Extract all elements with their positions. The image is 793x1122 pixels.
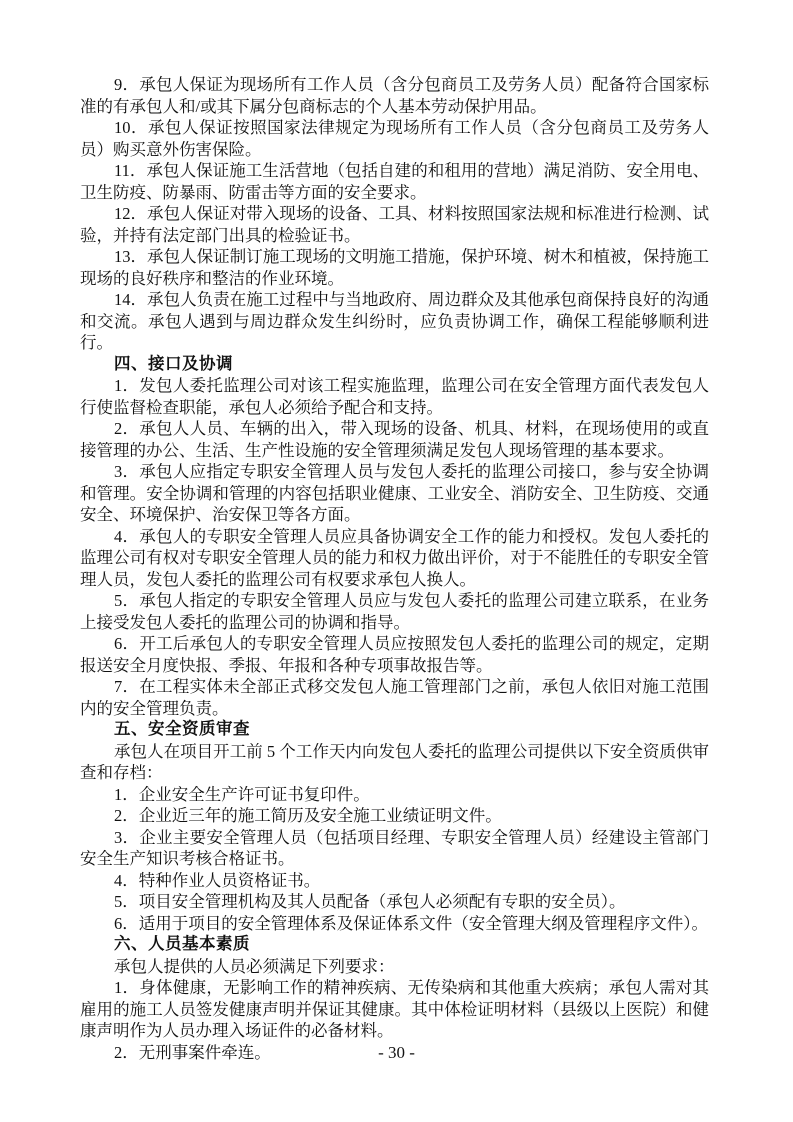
page-content (80, 74, 709, 1063)
paragraph: 14．承包人负责在施工过程中与当地政府、周边群众及其他承包商保持良好的沟通和交流。承包人遇到与周边群众发生纠纷时，应负责协调工作，确保工程能够顺利进行。 (80, 290, 709, 352)
paragraph: 6．适用于项目的安全管理体系及保证体系文件（安全管理大纲及管理程序文件）。 (114, 913, 708, 933)
section-heading-interface-coordination: 四、接口及协调 (114, 354, 233, 373)
paragraph: 2．企业近三年的施工简历及安全施工业绩证明文件。 (114, 806, 502, 825)
paragraph: 7．在工程实体未全部正式移交发包人施工管理部门之前，承包人依旧对施工范围内的安全管理负责。 (80, 677, 709, 718)
paragraph: 3．承包人应指定专职安全管理人员与发包人委托的监理公司接口，参与安全协调和管理。安全协调和管理的内容包括职业健康、工业安全、消防安全、卫生防疫、交通安全、环境保护、治安保卫等各方面。 (80, 462, 709, 524)
paragraph: 1．身体健康，无影响工作的精神疾病、无传染病和其他重大疾病；承包人需对其雇用的施工人员签发健康声明并保证其健康。其中体检证明材料（县级以上医院）和健康声明作为人员办理入场证件的必备材料。 (80, 978, 709, 1040)
paragraph: 承包人提供的人员必须满足下列要求： (114, 956, 395, 976)
paragraph: 10．承包人保证按照国家法律规定为现场所有工作人员（含分包商员工及劳务人员）购买意外伤害保险。 (80, 118, 709, 159)
paragraph: 12．承包人保证对带入现场的设备、工具、材料按照国家法规和标准进行检测、试验，并持有法定部门出具的检验证书。 (80, 204, 709, 245)
paragraph: 11．承包人保证施工生活营地（包括自建的和租用的营地）满足消防、安全用电、卫生防疫、防暴雨、防雷击等方面的安全要求。 (80, 161, 709, 202)
paragraph: 2．承包人人员、车辆的出入，带入现场的设备、机具、材料，在现场使用的或直接管理的办公、生活、生产性设施的安全管理须满足发包人现场管理的基本要求。 (80, 419, 709, 460)
paragraph: 9．承包人保证为现场所有工作人员（含分包商员工及劳务人员）配备符合国家标准的有承包人和/或其下属分包商标志的个人基本劳动保护用品。 (80, 75, 709, 116)
paragraph: 13．承包人保证制订施工现场的文明施工措施，保护环境、树木和植被，保持施工现场的良好秩序和整洁的作业环境。 (80, 247, 709, 288)
paragraph: 2．无刑事案件牵连。 (114, 1042, 271, 1062)
paragraph: 3．企业主要安全管理人员（包括项目经理、专职安全管理人员）经建设主管部门安全生产知识考核合格证书。 (80, 827, 709, 868)
paragraph: 4．承包人的专职安全管理人员应具备协调安全工作的能力和授权。发包人委托的监理公司有权对专职安全管理人员的能力和权力做出评价，对于不能胜任的专职安全管理人员，发包人委托的监理公司有权要求承包人换人。 (80, 526, 709, 589)
section-heading-safety-qualification: 五、安全资质审查 (114, 720, 250, 738)
page-number: - 30 - (378, 1043, 415, 1062)
paragraph: 6．开工后承包人的专职安全管理人员应按照发包人委托的监理公司的规定，定期报送安全月度快报、季报、年报和各种专项事故报告等。 (80, 634, 709, 675)
paragraph: 承包人在项目开工前 5 个工作天内向发包人委托的监理公司提供以下安全资质供审查和存档： (80, 741, 709, 782)
paragraph: 5．项目安全管理机构及其人员配备（承包人必须配有专职的安全员）。 (114, 892, 626, 911)
paragraph: 1．发包人委托监理公司对该工程实施监理，监理公司在安全管理方面代表发包人行使监督检查职能，承包人必须给予配合和支持。 (80, 376, 709, 417)
paragraph: 4．特种作业人员资格证书。 (114, 870, 321, 890)
section-heading-personnel-quality: 六、人员基本素质 (114, 935, 250, 953)
paragraph: 5．承包人指定的专职安全管理人员应与发包人委托的监理公司建立联系，在业务上接受发包人委托的监理公司的协调和指导。 (80, 591, 709, 632)
paragraph: 1．企业安全生产许可证书复印件。 (114, 784, 370, 804)
